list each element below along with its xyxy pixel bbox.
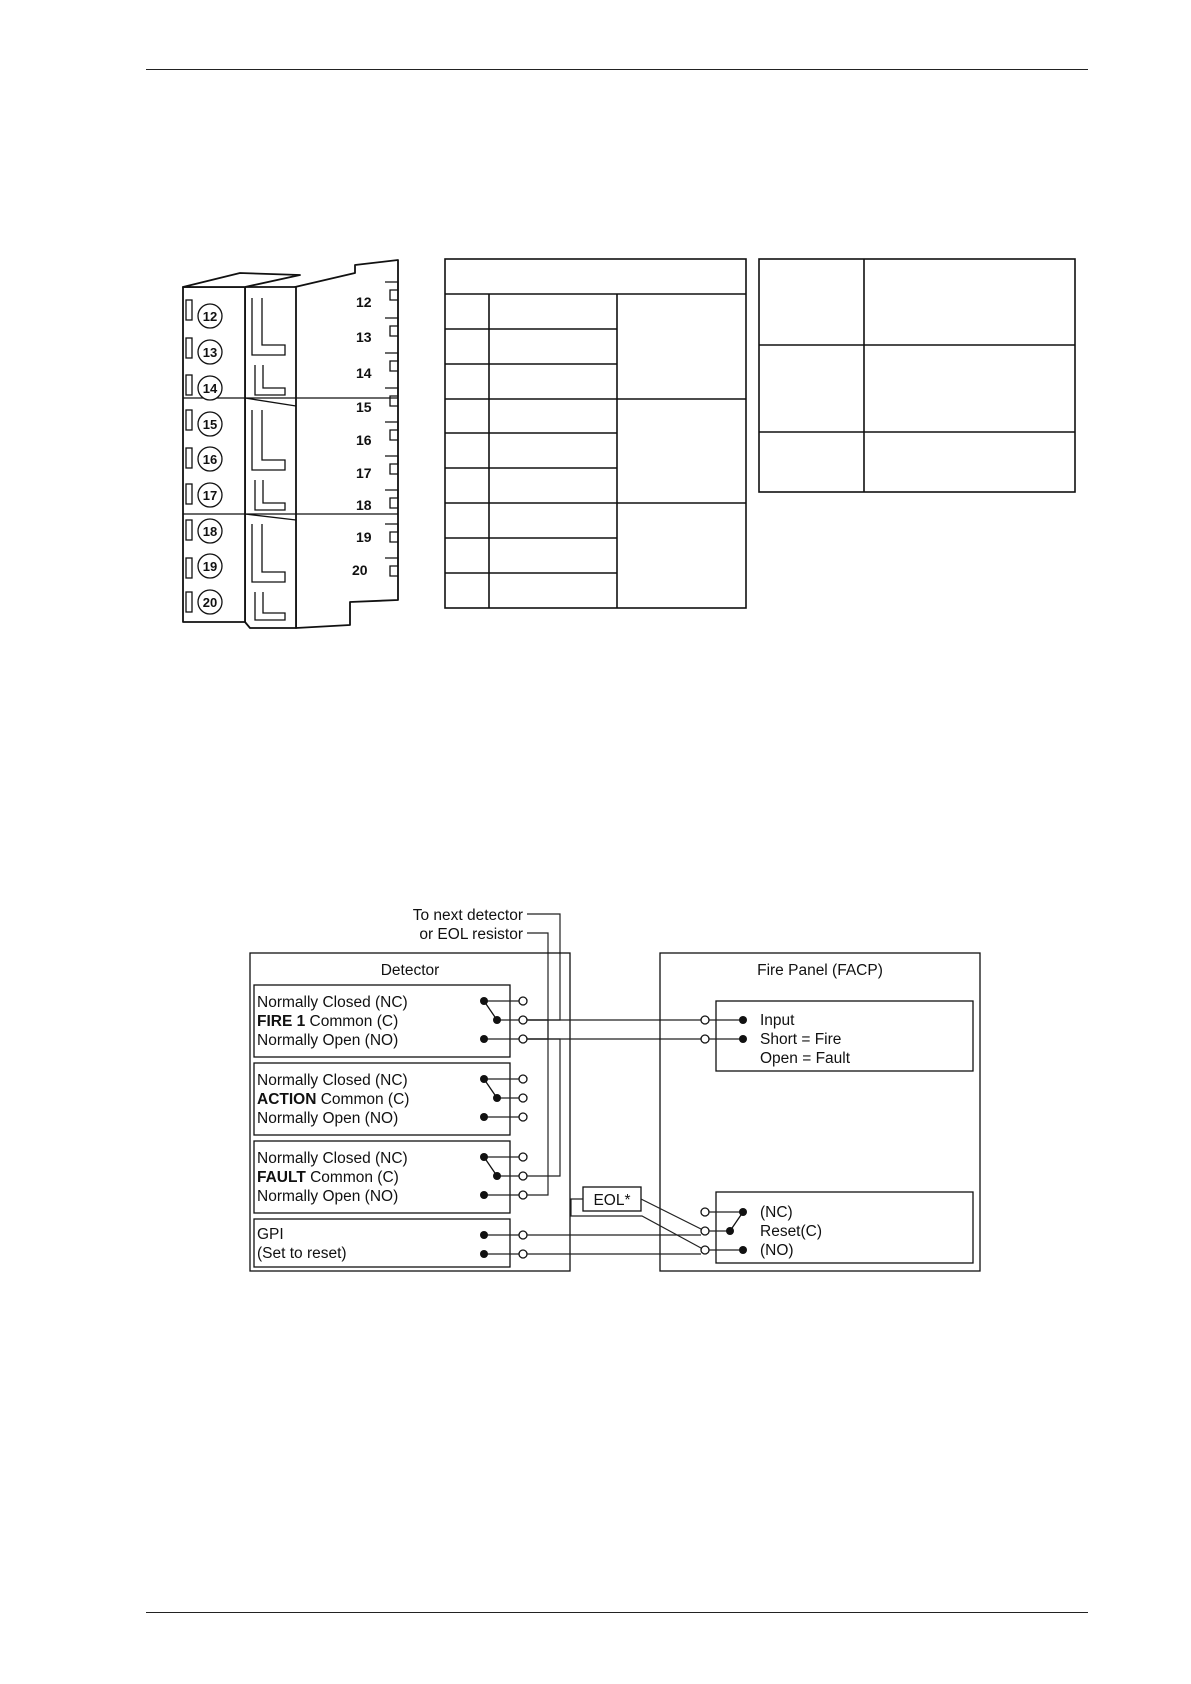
panel-title: Fire Panel (FACP) [757,962,883,979]
circled-terminal-20: 20 [202,595,218,610]
terminal-number-13: 13 [356,329,372,345]
fire1-no-label: Normally Open (NO) [257,1032,399,1049]
terminal-number-15: 15 [356,399,372,415]
terminal-number-19: 19 [356,529,372,545]
circled-terminal-16: 16 [202,452,218,467]
action-nc-label: Normally Closed (NC) [257,1072,408,1089]
fault-name: FAULT [257,1169,306,1186]
fault-nc-label: Normally Closed (NC) [257,1150,408,1167]
circled-terminal-14: 14 [202,381,218,396]
fire1-nc-label: Normally Closed (NC) [257,994,408,1011]
fault-no-label: Normally Open (NO) [257,1188,399,1205]
eol-resistor-label: or EOL resistor [419,926,523,943]
terminal-connector-drawing [183,260,398,628]
action-no-label: Normally Open (NO) [257,1110,399,1127]
gpi-label: GPI [257,1226,284,1243]
fault-common-text: Common (C) [305,1169,399,1186]
panel-short-fire-label: Short = Fire [760,1031,842,1048]
terminal-number-18: 18 [356,497,372,513]
fire1-name: FIRE 1 [257,1013,306,1030]
terminal-number-17: 17 [356,465,372,481]
panel-reset-c-label: Reset(C) [760,1223,823,1240]
fire1-common-text: Common (C) [305,1013,399,1030]
detector-title: Detector [380,962,440,979]
circled-terminal-17: 17 [202,488,218,503]
fault-common-label [257,1169,399,1186]
terminal-number-16: 16 [356,432,372,448]
terminal-number-12: 12 [356,294,372,310]
circled-terminal-12: 12 [202,309,218,324]
eol-label: EOL* [593,1192,631,1209]
action-common-label [257,1091,409,1108]
next-detector-label: To next detector [412,907,523,924]
panel-reset-nc-label: (NC) [760,1204,793,1221]
action-common-text: Common (C) [316,1091,410,1108]
wiring-diagram [250,907,980,1271]
terminal-number-14: 14 [356,365,372,381]
circled-terminal-13: 13 [202,345,218,360]
circled-terminal-18: 18 [202,524,218,539]
fire1-common-label [257,1013,398,1030]
terminal-table [445,259,746,608]
panel-input-label: Input [760,1012,795,1029]
panel-open-fault-label: Open = Fault [760,1050,851,1067]
circled-terminal-19: 19 [202,559,218,574]
gpi-reset-label: (Set to reset) [257,1245,347,1262]
description-table [759,259,1075,492]
terminal-number-20: 20 [352,562,368,578]
panel-reset-no-label: (NO) [760,1242,794,1259]
circled-terminal-15: 15 [202,417,218,432]
action-name: ACTION [257,1091,317,1108]
